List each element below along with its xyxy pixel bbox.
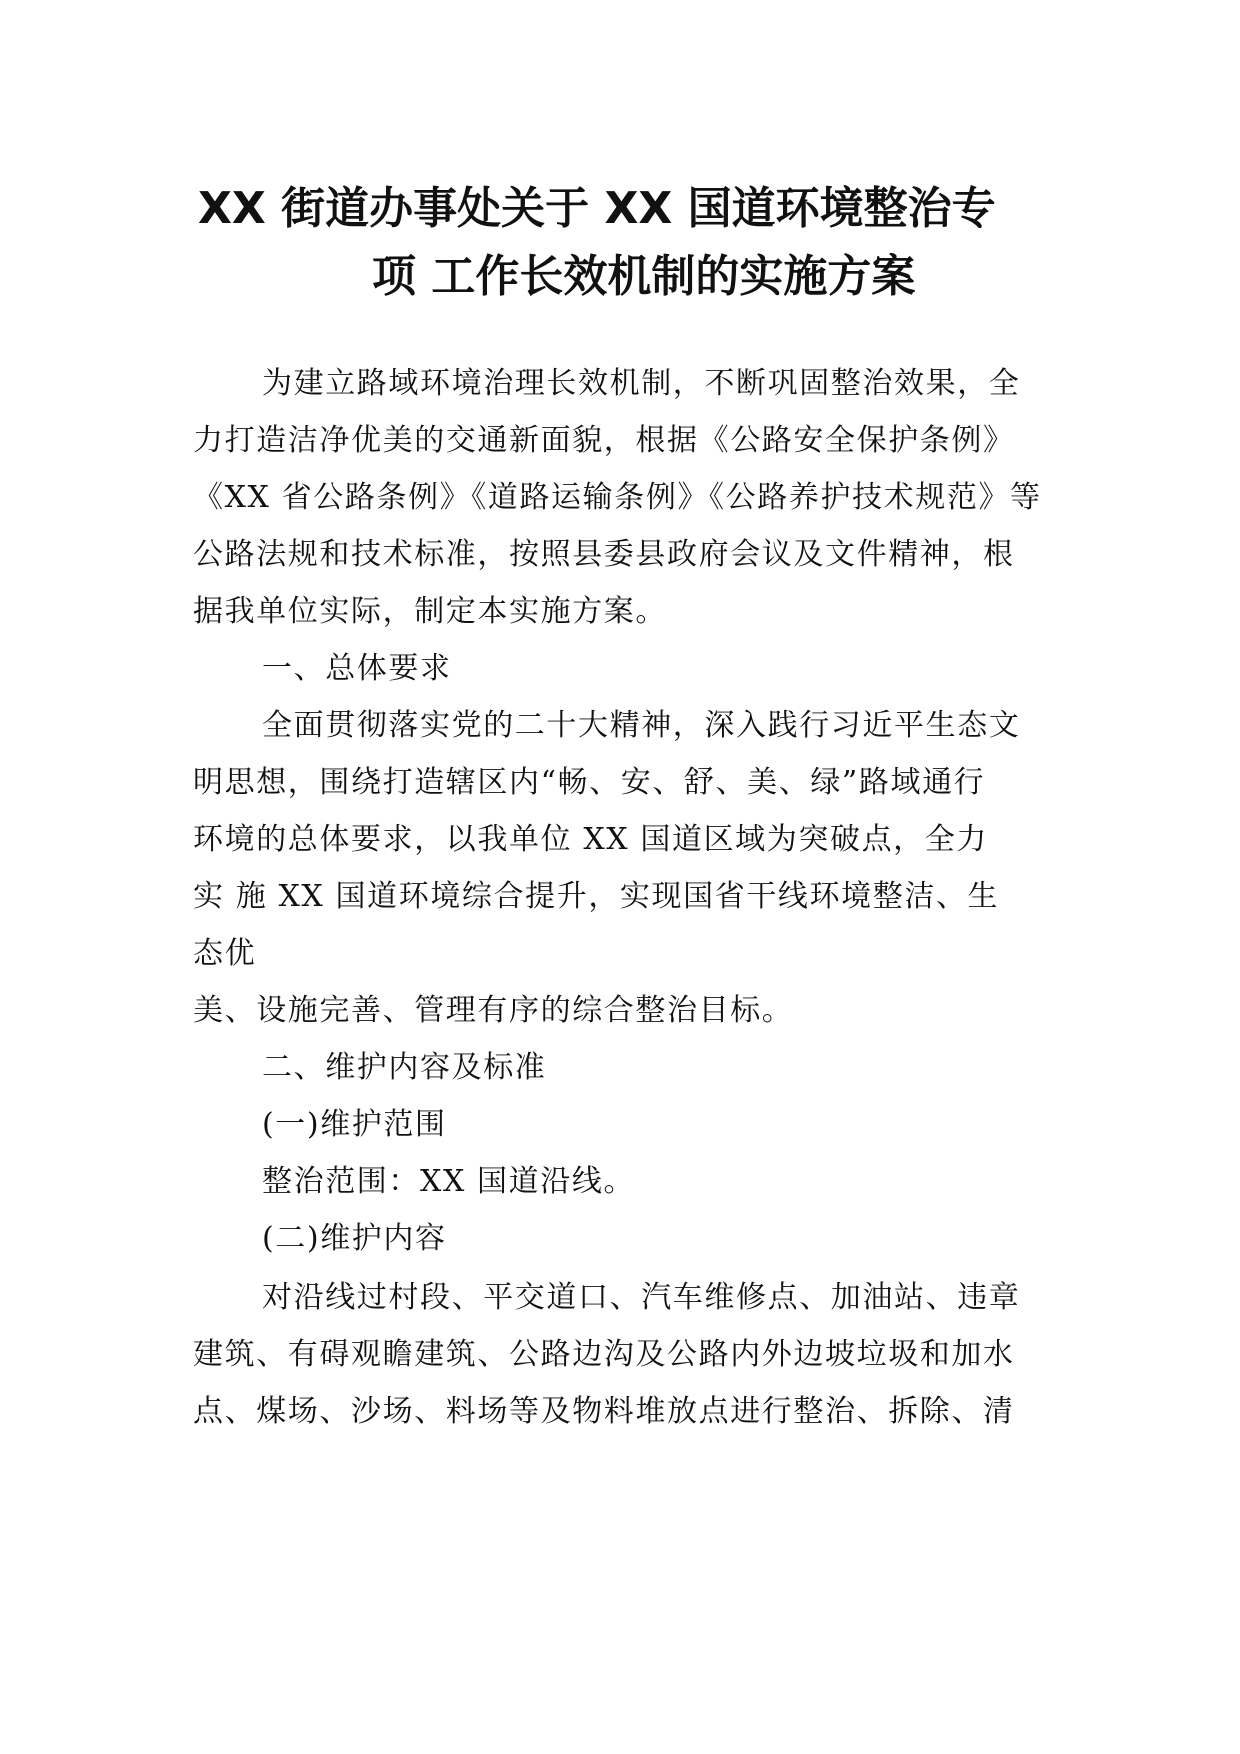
body-line: 环境的总体要求，以我单位 XX 国道区域为突破点，全力 (193, 822, 988, 857)
document-title-line-1: XX 街道办事处关于 XX 国道环境整治专 (198, 183, 996, 234)
subsection-heading: (一)维护范围 (262, 1107, 447, 1142)
body-line: 公路法规和技术标准，按照县委县政府会议及文件精神，根 (193, 537, 1015, 572)
body-line: 《XX 省公路条例》《道路运输条例》《公路养护技术规范》等 (193, 480, 1042, 515)
document-title-line-2: 项 工作长效机制的实施方案 (372, 251, 916, 302)
body-line: 建筑、有碍观瞻建筑、公路边沟及公路内外边坡垃圾和加水 (193, 1337, 1015, 1372)
body-line: 态优 (193, 936, 257, 971)
body-line: 实 施 XX 国道环境综合提升，实现国省干线环境整洁、生 (193, 879, 1000, 914)
section-heading: 一、总体要求 (262, 651, 452, 686)
body-line: 美、设施完善、管理有序的综合整治目标。 (193, 993, 794, 1028)
body-line: 明思想，围绕打造辖区内“畅、安、舒、美、绿”路域通行 (193, 765, 986, 800)
subsection-heading: (二)维护内容 (262, 1221, 447, 1256)
body-line: 对沿线过村段、平交道口、汽车维修点、加油站、违章 (262, 1280, 1021, 1315)
body-line: 全面贯彻落实党的二十大精神，深入践行习近平生态文 (262, 708, 1021, 743)
body-line: 力打造洁净优美的交通新面貌，根据《公路安全保护条例》 (193, 423, 1015, 458)
body-line: 点、煤场、沙场、料场等及物料堆放点进行整治、拆除、清 (193, 1394, 1015, 1429)
body-line: 为建立路域环境治理长效机制，不断巩固整治效果，全 (262, 366, 1021, 401)
body-line: 据我单位实际，制定本实施方案。 (193, 594, 667, 629)
body-line: 整治范围：XX 国道沿线。 (262, 1164, 636, 1199)
section-heading: 二、维护内容及标准 (262, 1050, 547, 1085)
